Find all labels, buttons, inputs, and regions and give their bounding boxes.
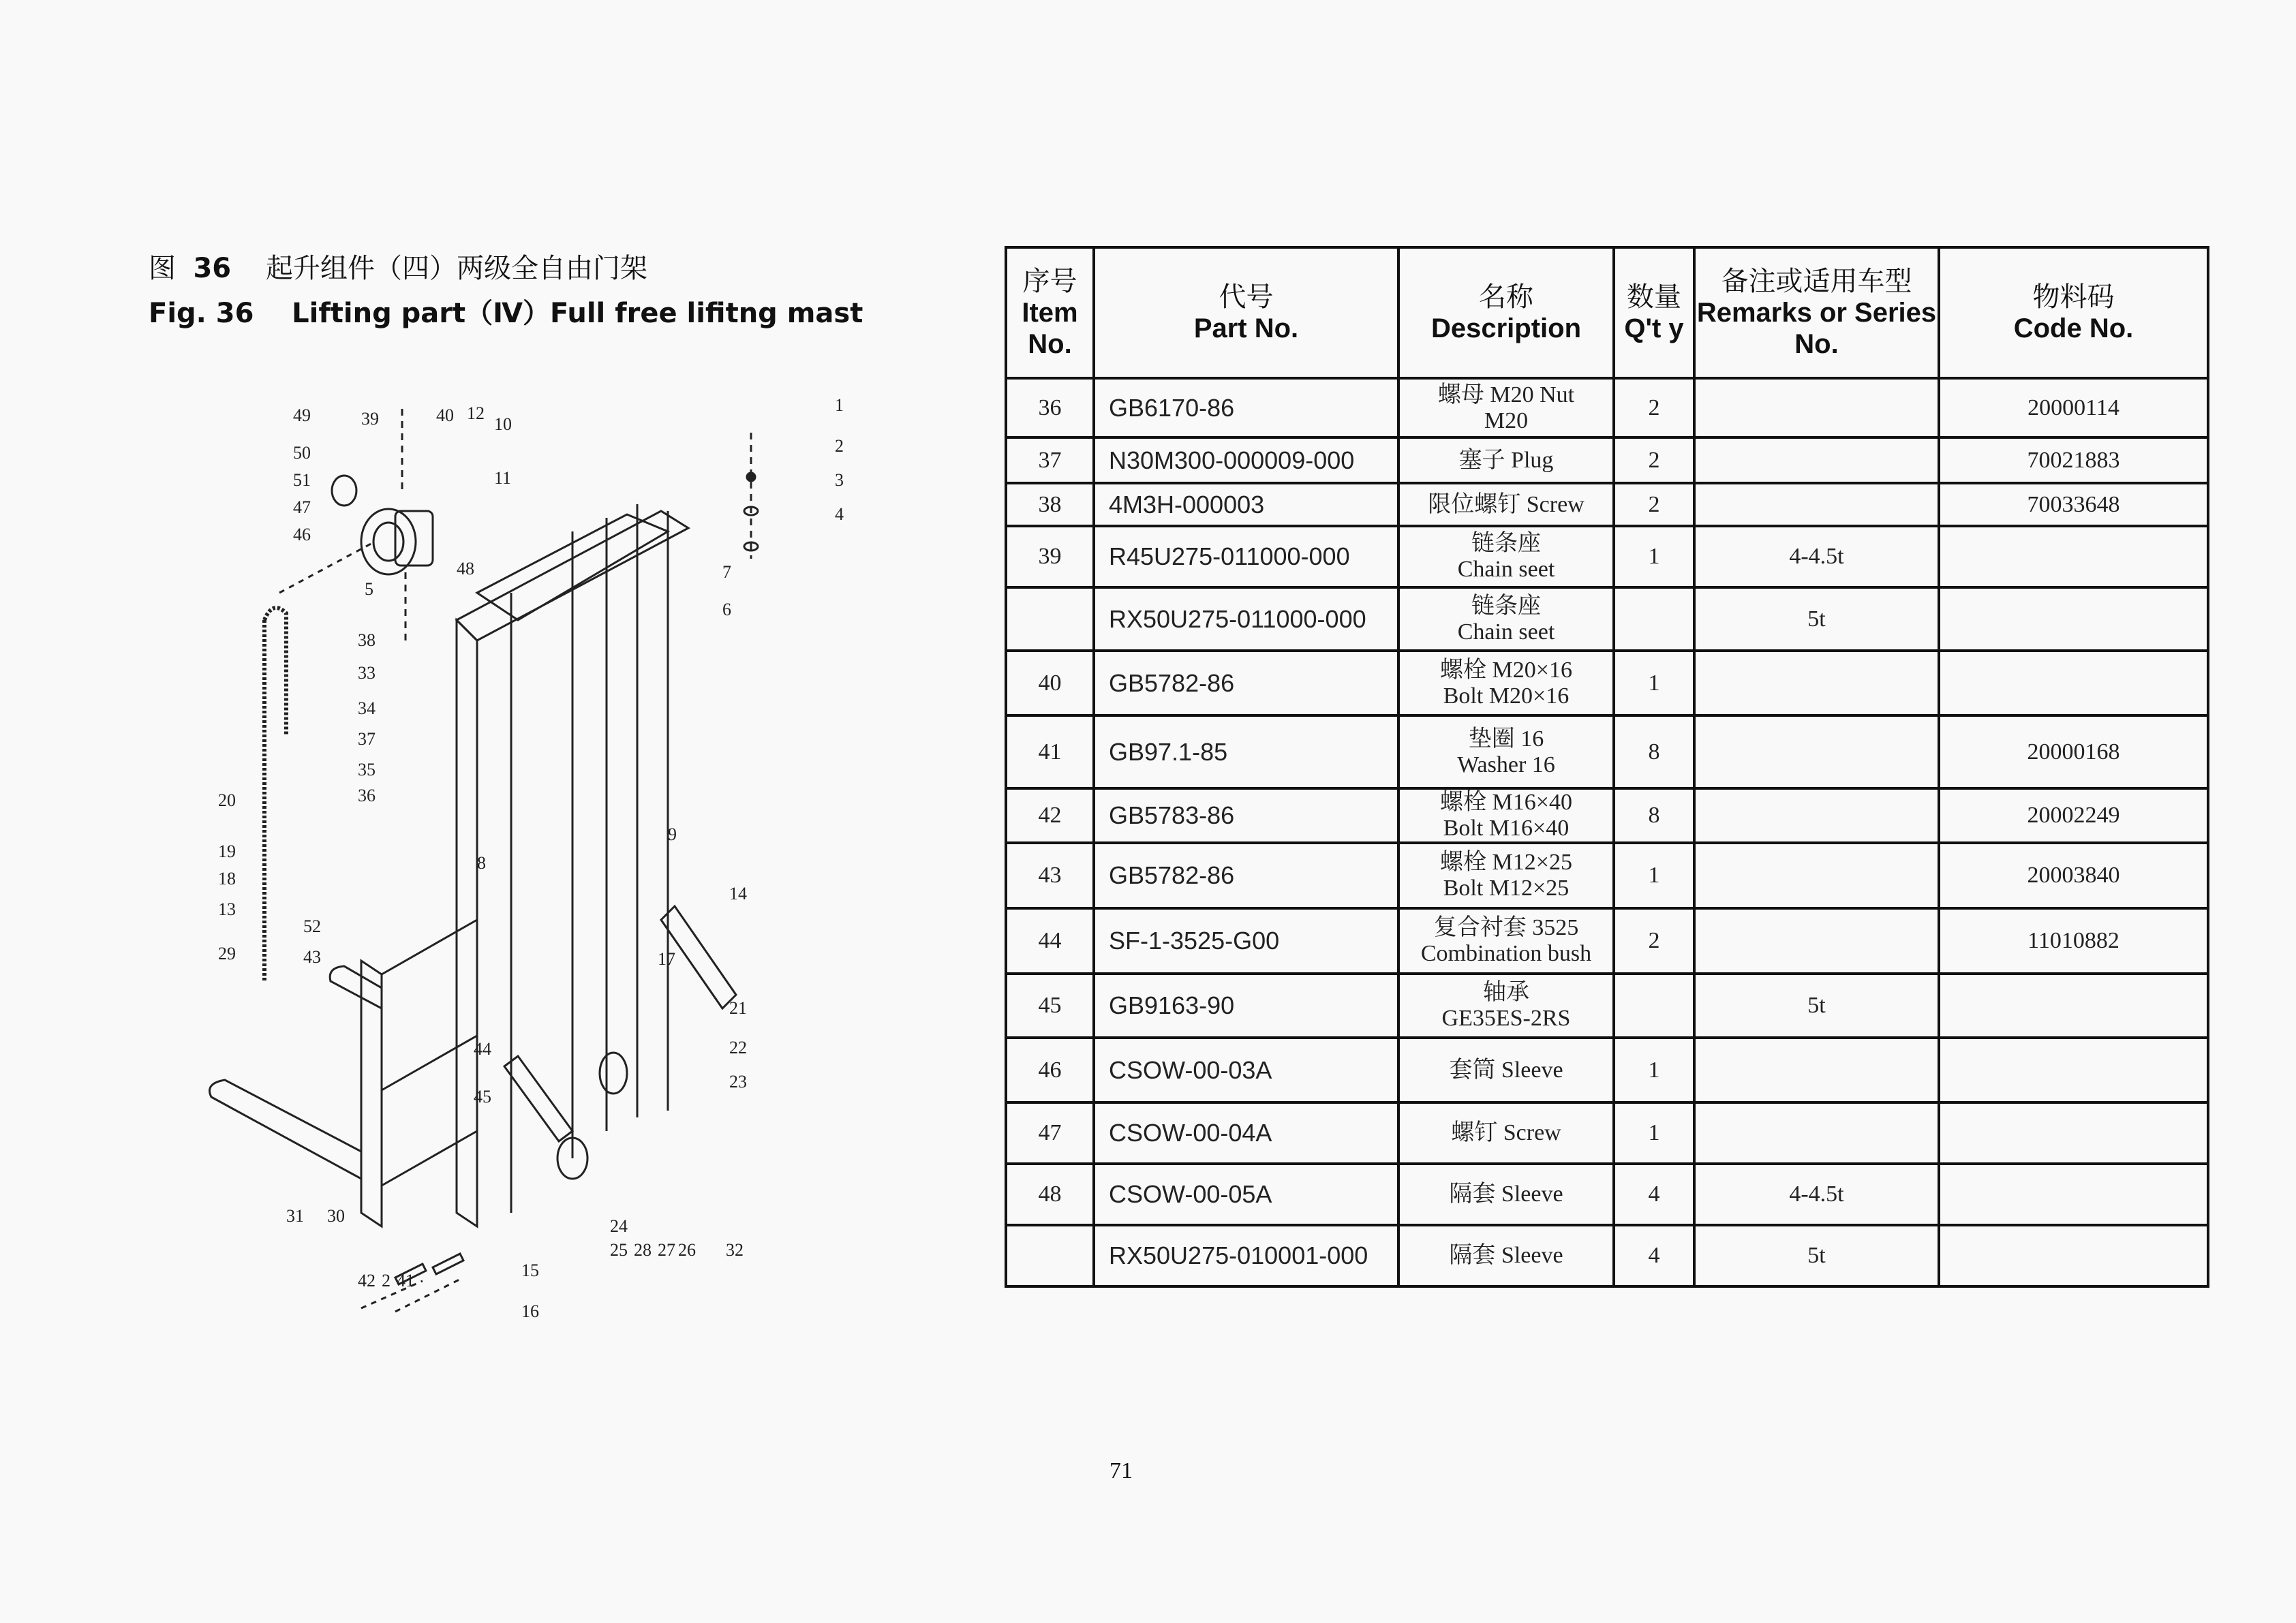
cell-qty: 2 (1614, 483, 1694, 526)
cell-part-no: GB97.1-85 (1094, 715, 1398, 788)
cell-remarks (1694, 788, 1939, 843)
callout-label: 25 (610, 1240, 628, 1260)
description-cn: 隔套 Sleeve (1449, 1181, 1563, 1207)
table-row (1006, 788, 2208, 843)
cell-description (1398, 526, 1614, 587)
exploded-mast-diagram (191, 368, 844, 1322)
callout-label: 48 (457, 559, 474, 578)
figure-caption-cn: 起升组件（四）两级全自由门架 (265, 253, 647, 284)
cell-code-no (1939, 526, 2208, 587)
cell-part-no: R45U275-011000-000 (1094, 526, 1398, 587)
cell-qty: 1 (1614, 843, 1694, 908)
callout-label: 31 (286, 1206, 304, 1226)
cell-code-no (1939, 974, 2208, 1038)
header-qty: 数量 Q't y (1614, 247, 1694, 378)
header-item-no: 序号 Item No. (1006, 247, 1094, 378)
description-cn: 螺栓 M20×16 (1440, 657, 1572, 683)
cell-part-no: CSOW-00-04A (1094, 1102, 1398, 1164)
cell-qty: 8 (1614, 788, 1694, 843)
callout-label: 46 (293, 525, 311, 544)
cell-description (1398, 651, 1614, 715)
cell-item-no: 42 (1006, 788, 1094, 843)
cell-item-no: 43 (1006, 843, 1094, 908)
cell-item-no: 36 (1006, 378, 1094, 437)
table-row (1006, 908, 2208, 974)
cell-remarks: 5t (1694, 587, 1939, 651)
cell-code-no: 20000168 (1939, 715, 2208, 788)
description-en: Washer 16 (1457, 752, 1555, 777)
description-en: Bolt M16×40 (1443, 816, 1570, 841)
callout-label: 37 (358, 729, 376, 749)
table-row (1006, 1038, 2208, 1102)
cell-part-no: N30M300-000009-000 (1094, 437, 1398, 483)
table-row (1006, 437, 2208, 483)
callout-label: 40 (436, 405, 454, 425)
table-row (1006, 843, 2208, 908)
callout-label: 18 (218, 869, 236, 888)
callout-label: 21 (729, 998, 747, 1018)
cell-qty: 2 (1614, 437, 1694, 483)
description-cn: 链条座 (1471, 531, 1541, 556)
cell-remarks: 5t (1694, 1225, 1939, 1286)
cell-item-no: 46 (1006, 1038, 1094, 1102)
description-en: Combination bush (1420, 941, 1592, 966)
description-cn: 链条座 (1471, 593, 1541, 619)
callout-label: 12 (467, 403, 485, 423)
page-number: 71 (1109, 1458, 1133, 1483)
table-row (1006, 483, 2208, 526)
callout-label: 3 (835, 470, 844, 490)
callout-label: 39 (361, 409, 379, 429)
callout-label: 8 (477, 853, 486, 873)
callout-label: 29 (218, 944, 236, 963)
cell-part-no: GB5782-86 (1094, 651, 1398, 715)
cell-description (1398, 1038, 1614, 1102)
cell-code-no: 70021883 (1939, 437, 2208, 483)
description-en: M20 (1484, 407, 1529, 433)
cell-remarks (1694, 908, 1939, 974)
description-cn: 螺栓 M12×25 (1440, 850, 1572, 875)
figure-title-en (149, 292, 863, 330)
cell-qty: 1 (1614, 651, 1694, 715)
cell-code-no (1939, 651, 2208, 715)
cell-item-no: 41 (1006, 715, 1094, 788)
cell-item-no: 38 (1006, 483, 1094, 526)
cell-qty (1614, 974, 1694, 1038)
callout-label: 24 (610, 1216, 628, 1236)
cell-item-no (1006, 587, 1094, 651)
cell-description (1398, 908, 1614, 974)
cell-remarks (1694, 843, 1939, 908)
cell-part-no: RX50U275-011000-000 (1094, 587, 1398, 651)
table-row (1006, 715, 2208, 788)
callout-label: 6 (722, 600, 731, 619)
cell-description (1398, 378, 1614, 437)
callout-label: 10 (494, 414, 512, 434)
cell-item-no: 39 (1006, 526, 1094, 587)
callout-label: 42 (358, 1271, 376, 1290)
cell-description (1398, 843, 1614, 908)
cell-remarks: 4-4.5t (1694, 1164, 1939, 1225)
figure-number: 36 (193, 253, 232, 284)
figure-title-cn (149, 247, 647, 285)
callout-label: 9 (668, 824, 677, 844)
cell-code-no: 20002249 (1939, 788, 2208, 843)
table-row (1006, 1225, 2208, 1286)
cell-qty (1614, 587, 1694, 651)
callout-label: 11 (494, 468, 512, 488)
cell-qty: 4 (1614, 1225, 1694, 1286)
figure-label-en: Fig. 36 (149, 298, 254, 329)
cell-remarks: 4-4.5t (1694, 526, 1939, 587)
cell-part-no: CSOW-00-03A (1094, 1038, 1398, 1102)
callout-label: 7 (722, 562, 731, 582)
callout-label: 50 (293, 443, 311, 463)
callout-label: 36 (358, 786, 376, 805)
mast-drawing-icon (191, 368, 804, 1322)
cell-description (1398, 974, 1614, 1038)
cell-item-no: 44 (1006, 908, 1094, 974)
header-remarks: 备注或适用车型 Remarks or Series No. (1694, 247, 1939, 378)
cell-code-no (1939, 1164, 2208, 1225)
callout-label: 32 (726, 1240, 744, 1260)
cell-code-no (1939, 1225, 2208, 1286)
callout-label: 52 (303, 916, 321, 936)
cell-item-no: 47 (1006, 1102, 1094, 1164)
callout-label: 5 (365, 579, 373, 599)
parts-table (1005, 246, 2209, 1288)
table-row (1006, 651, 2208, 715)
description-cn: 复合衬套 3525 (1433, 915, 1579, 940)
table-row (1006, 1164, 2208, 1225)
cell-part-no: CSOW-00-05A (1094, 1164, 1398, 1225)
table-row (1006, 974, 2208, 1038)
cell-remarks (1694, 378, 1939, 437)
callout-label: 28 (634, 1240, 652, 1260)
cell-item-no (1006, 1225, 1094, 1286)
cell-item-no: 45 (1006, 974, 1094, 1038)
cell-part-no: GB5783-86 (1094, 788, 1398, 843)
description-cn: 螺栓 M16×40 (1440, 790, 1572, 815)
cell-code-no: 20000114 (1939, 378, 2208, 437)
description-cn: 限位螺钉 Screw (1428, 491, 1585, 517)
cell-part-no: GB6170-86 (1094, 378, 1398, 437)
callout-label: 17 (658, 949, 675, 969)
callout-label: 1 (835, 395, 844, 415)
description-en: GE35ES-2RS (1441, 1006, 1571, 1031)
cell-item-no: 40 (1006, 651, 1094, 715)
cell-remarks (1694, 1102, 1939, 1164)
cell-part-no: GB5782-86 (1094, 843, 1398, 908)
description-en: Chain seet (1457, 557, 1555, 582)
cell-code-no: 11010882 (1939, 908, 2208, 974)
cell-remarks (1694, 437, 1939, 483)
table-row (1006, 378, 2208, 437)
cell-description (1398, 1164, 1614, 1225)
cell-qty: 4 (1614, 1164, 1694, 1225)
callout-label: 43 (303, 947, 321, 967)
header-description: 名称 Description (1398, 247, 1614, 378)
callout-label: 16 (521, 1301, 539, 1321)
cell-code-no: 20003840 (1939, 843, 2208, 908)
cell-qty: 2 (1614, 908, 1694, 974)
callout-label: 23 (729, 1072, 747, 1092)
callout-label: 38 (358, 630, 376, 650)
callout-label: 34 (358, 698, 376, 718)
callout-label: 30 (327, 1206, 345, 1226)
cell-code-no: 70033648 (1939, 483, 2208, 526)
callout-label: 20 (218, 790, 236, 810)
figure-label-cn: 图 (149, 253, 176, 284)
cell-qty: 8 (1614, 715, 1694, 788)
cell-description (1398, 715, 1614, 788)
callout-label: 27 (658, 1240, 675, 1260)
cell-remarks (1694, 715, 1939, 788)
cell-code-no (1939, 587, 2208, 651)
cell-code-no (1939, 1102, 2208, 1164)
callout-label: 13 (218, 899, 236, 919)
cell-item-no: 37 (1006, 437, 1094, 483)
table-row (1006, 526, 2208, 587)
description-en: Bolt M12×25 (1443, 876, 1570, 901)
header-part-no: 代号 Part No. (1094, 247, 1398, 378)
cell-code-no (1939, 1038, 2208, 1102)
cell-remarks (1694, 483, 1939, 526)
header-code-no: 物料码 Code No. (1939, 247, 2208, 378)
callout-label: 45 (474, 1087, 491, 1107)
description-en: Bolt M20×16 (1443, 683, 1570, 709)
table-row (1006, 587, 2208, 651)
cell-description (1398, 788, 1614, 843)
callout-label: 41 (397, 1271, 414, 1290)
callout-label: 19 (218, 841, 236, 861)
callout-label: 47 (293, 497, 311, 517)
cell-part-no: 4M3H-000003 (1094, 483, 1398, 526)
callout-label: 22 (729, 1038, 747, 1057)
callout-label: 14 (729, 884, 747, 903)
description-en: Chain seet (1457, 619, 1555, 645)
table-header-row (1006, 247, 2208, 378)
callout-label: 2 (835, 436, 844, 456)
description-cn: 螺钉 Screw (1451, 1120, 1561, 1145)
cell-remarks: 5t (1694, 974, 1939, 1038)
description-cn: 螺母 M20 Nut (1437, 382, 1575, 407)
callout-label: 2 (382, 1271, 391, 1290)
cell-remarks (1694, 651, 1939, 715)
description-cn: 轴承 (1483, 980, 1529, 1005)
callout-label: 51 (293, 470, 311, 490)
callout-label: 26 (678, 1240, 696, 1260)
description-cn: 隔套 Sleeve (1449, 1243, 1563, 1268)
cell-description (1398, 483, 1614, 526)
callout-label: 4 (835, 504, 844, 524)
callout-label: 15 (521, 1261, 539, 1280)
description-cn: 套筒 Sleeve (1449, 1057, 1563, 1083)
cell-qty: 1 (1614, 526, 1694, 587)
cell-part-no: SF-1-3525-G00 (1094, 908, 1398, 974)
cell-qty: 1 (1614, 1102, 1694, 1164)
cell-qty: 2 (1614, 378, 1694, 437)
cell-qty: 1 (1614, 1038, 1694, 1102)
cell-description (1398, 587, 1614, 651)
cell-part-no: RX50U275-010001-000 (1094, 1225, 1398, 1286)
cell-description (1398, 1225, 1614, 1286)
callout-label: 35 (358, 760, 376, 779)
cell-part-no: GB9163-90 (1094, 974, 1398, 1038)
callout-label: 44 (474, 1039, 491, 1059)
cell-description (1398, 437, 1614, 483)
description-cn: 塞子 Plug (1458, 447, 1554, 473)
description-cn: 垫圈 16 (1468, 726, 1544, 752)
callout-label: 49 (293, 405, 311, 425)
cell-item-no: 48 (1006, 1164, 1094, 1225)
table-row (1006, 1102, 2208, 1164)
figure-caption-en: Lifting part（Ⅳ）Full free lifitng mast (292, 298, 863, 329)
cell-remarks (1694, 1038, 1939, 1102)
cell-description (1398, 1102, 1614, 1164)
callout-label: 33 (358, 663, 376, 683)
